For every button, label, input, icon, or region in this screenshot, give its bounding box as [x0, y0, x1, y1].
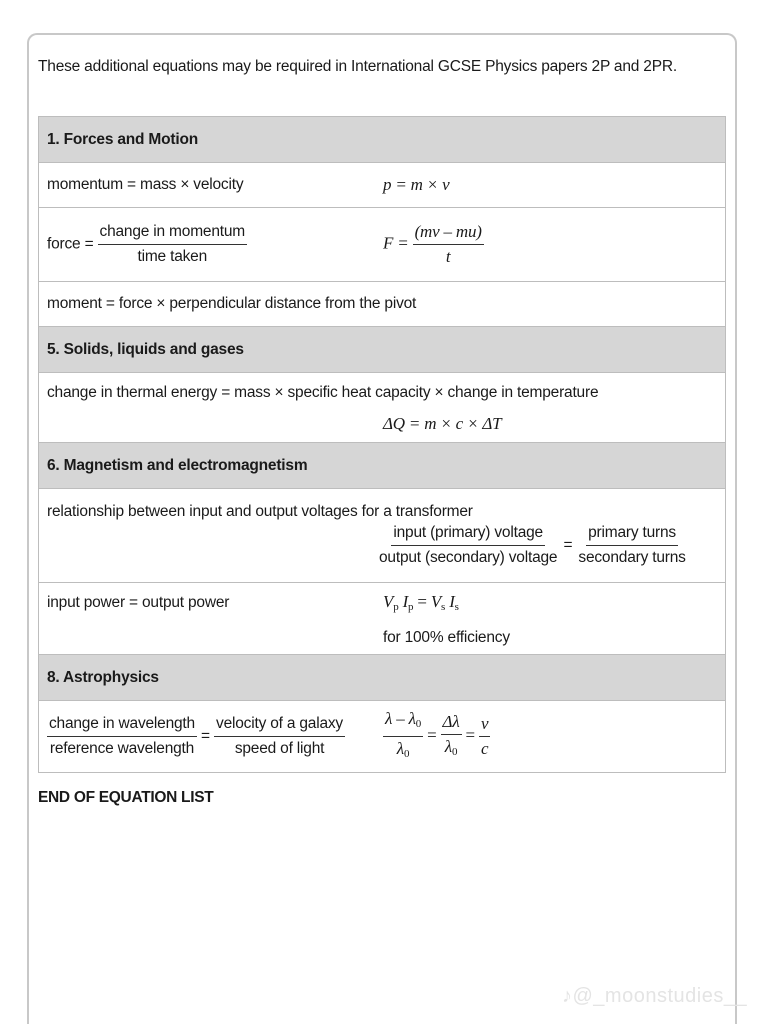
redshift-word-numerator: change in wavelength [47, 714, 197, 737]
redshift-word-denominator: reference wavelength [49, 740, 195, 757]
thermal-word-equation: change in thermal energy = mass × specific heat capacity × change in temperature [47, 383, 599, 401]
galaxy-velocity-numerator: velocity of a galaxy [214, 714, 345, 737]
force-symbol-denominator: t [445, 247, 451, 266]
transformer-intro: relationship between input and output voltages for a transformer [47, 503, 473, 520]
watermark-text: ♪@_moonstudies__ [562, 985, 748, 1007]
equation-row [39, 373, 726, 443]
equation-row [39, 701, 726, 773]
equation-row [39, 282, 726, 327]
turns-fraction [576, 523, 687, 568]
moment-word-equation: moment = force × perpendicular distance from the pivot [39, 282, 726, 327]
force-symbol-equation [383, 222, 484, 267]
section-heading-row [39, 327, 726, 373]
force-numerator: change in momentum [98, 222, 247, 245]
momentum-word-equation: momentum = mass × velocity [47, 176, 244, 193]
redshift-word-equation: $\frac{\text{change in wavelength}}{\text{reference wavelength}}$ = $\frac{\text{velocity of a galaxy}}{\text{speed of light}}$ [49, 715, 343, 757]
section-heading: 5. Solids, liquids and gases [39, 327, 726, 373]
power-word-equation: input power = output power [47, 593, 230, 611]
section-heading: 6. Magnetism and electromagnetism [39, 443, 726, 489]
force-word-equation [47, 222, 383, 267]
force-symbol-fraction [413, 222, 484, 267]
section-heading: 1. Forces and Motion [39, 117, 726, 163]
equation-row [39, 489, 726, 583]
equation-row [39, 163, 726, 208]
force-symbol-numerator: (mv – mu) [413, 222, 484, 245]
section-heading-row [39, 117, 726, 163]
force-lhs: force = [47, 235, 94, 253]
momentum-symbol-equation: p = m × v [383, 175, 450, 194]
equation-row [39, 208, 726, 282]
section-heading-row [39, 655, 726, 701]
turns-denominator: secondary turns [578, 549, 686, 566]
end-of-list-label: END OF EQUATION LIST [38, 789, 214, 806]
equation-table [38, 116, 726, 773]
power-symbol-equation: $V_p$ $I_p = V_s$ $I_s$ [383, 592, 459, 613]
voltage-numerator: input (primary) voltage [391, 523, 545, 546]
force-denominator: time taken [137, 248, 208, 265]
force-fraction [98, 222, 247, 267]
thermal-symbol-equation: ΔQ = m × c × ΔT [383, 413, 502, 433]
voltage-fraction [377, 523, 559, 568]
equation-row [39, 583, 726, 655]
turns-numerator: primary turns [586, 523, 678, 546]
transformer-equation: $\frac{\text{input (primary) voltage}}{\text{output (secondary) voltage}}$ = $\frac{\text{primary turns}}{\text{secondary turns}}$ [379, 524, 686, 566]
efficiency-note: for 100% efficiency [383, 629, 510, 646]
redshift-symbol-equation: $\frac{\lambda - \lambda_0}{\lambda_0}$ = $\frac{\Delta\lambda}{\lambda_0}$ = $\frac{v}{c}$ [385, 709, 489, 760]
section-heading-row [39, 443, 726, 489]
force-symbol-lhs: F = [383, 233, 409, 253]
intro-text: These additional equations may be required in International GCSE Physics papers 2P and 2PR. [38, 58, 677, 75]
section-heading: 8. Astrophysics [39, 655, 726, 701]
voltage-denominator: output (secondary) voltage [379, 549, 558, 566]
speed-of-light-denominator: speed of light [234, 740, 325, 757]
